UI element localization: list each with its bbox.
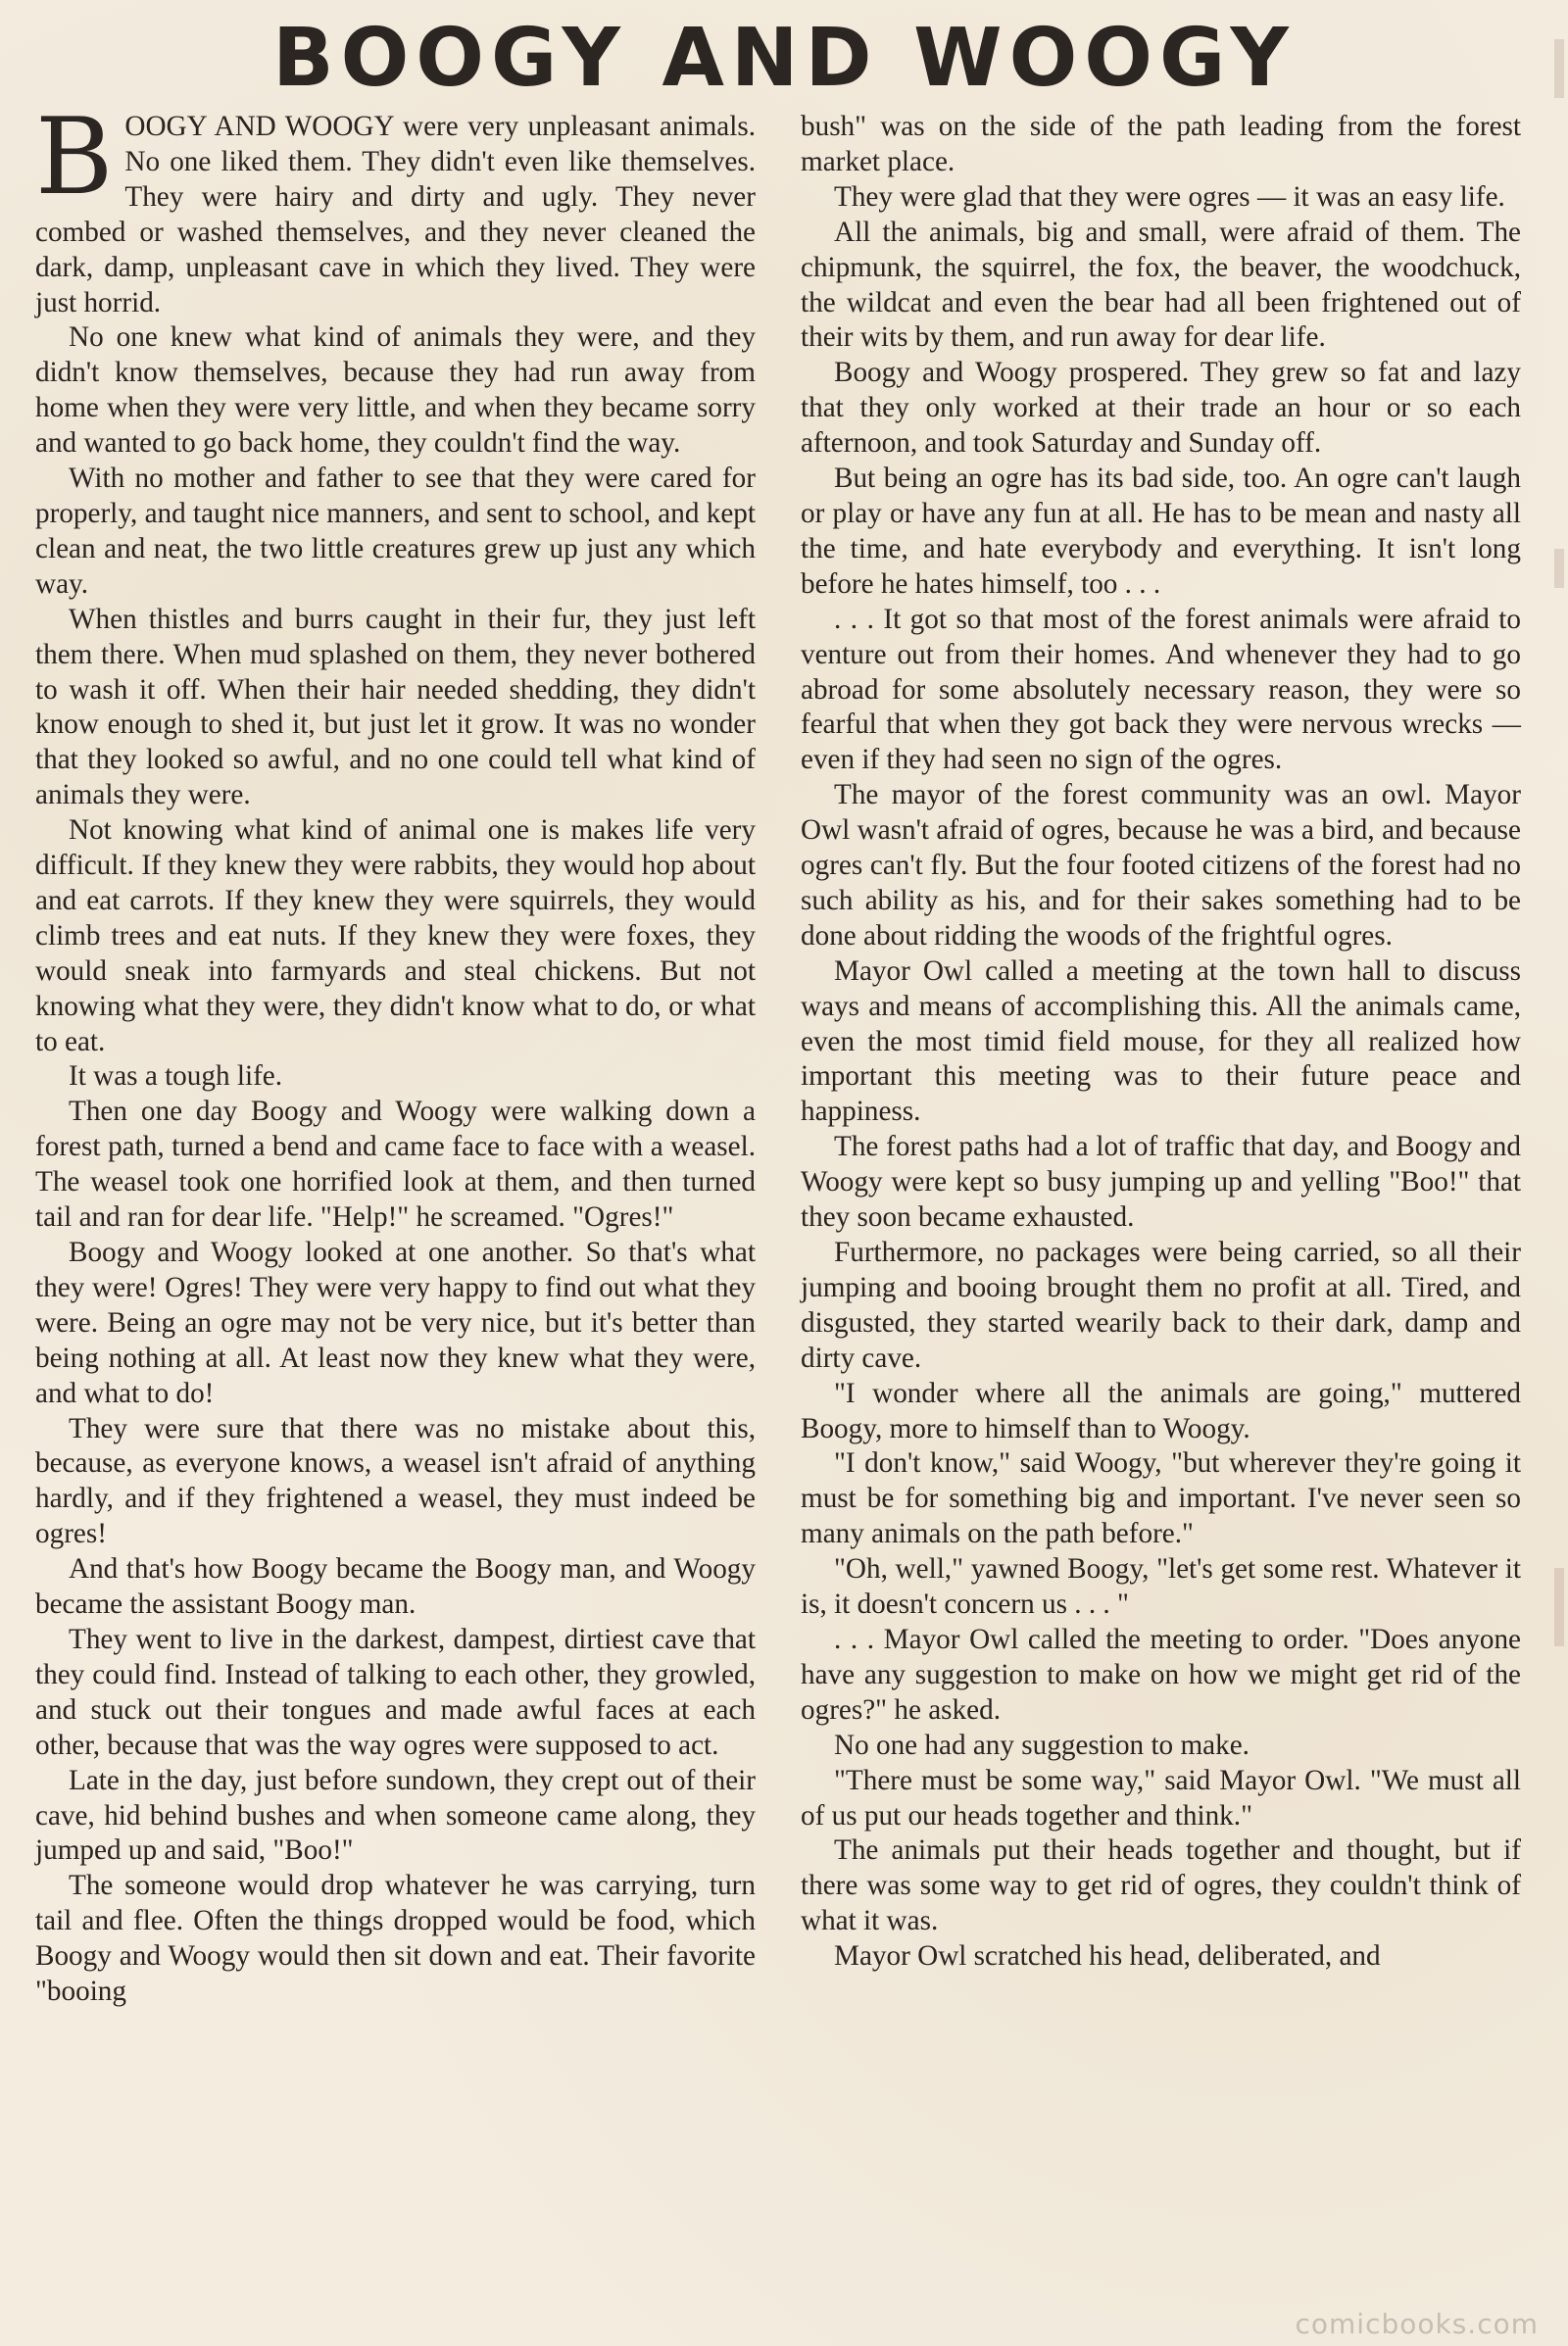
watermark: comicbooks.com — [1295, 2308, 1539, 2340]
story-title: BOOGY AND WOOGY — [272, 12, 1296, 105]
paragraph: The forest paths had a lot of traffic that day, and Boogy and Woogy were kept so busy jumping up and yelling "Boo!" that they soon became exhausted. — [801, 1131, 1521, 1234]
column-gutter — [778, 118, 779, 2313]
paragraph: The mayor of the forest community was an owl. Mayor Owl wasn't afraid of ogres, because he was a bird, and because ogres can't fly. But the four footed citizens of the forest had no such ability as his, and for their sakes something had to be done about ridding the woods of the frightful ogres. — [801, 779, 1521, 952]
paragraph: The animals put their heads together and thought, but if there was some way to get rid of ogres, they couldn't think of what it was. — [801, 1834, 1521, 1937]
paragraph: The someone would drop whatever he was carrying, turn tail and flee. Often the things dropped would be food, which Boogy and Woogy would then sit down and eat. Their favorite "booing — [35, 1870, 756, 2008]
paragraph: Boogy and Woogy looked at one another. So that's what they were! Ogres! They were very happy to find out what they were. Being an ogre may not be very nice, but it's better than being nothing at all. At least now they knew what they were, and what to do! — [35, 1237, 756, 1409]
paragraph: Then one day Boogy and Woogy were walking down a forest path, turned a bend and came face to face with a weasel. The weasel took one horrified look at them, and then turned tail and ran for dear life. "Help!" he screamed. "Ogres!" — [35, 1096, 756, 1234]
page-edge-mark — [1554, 1568, 1564, 1646]
paragraph: "I wonder where all the animals are going," muttered Boogy, more to himself than to Woogy. — [801, 1377, 1521, 1444]
paragraph: When thistles and burrs caught in their fur, they just left them there. When mud splashed on them, they never bothered to wash it off. When their hair needed shedding, they didn't know enough to shed it, but just let it grow. It was no wonder that they looked so awful, and no one could tell what kind of animals they were. — [35, 603, 756, 811]
paragraph: Boogy and Woogy prospered. They grew so fat and lazy that they only worked at their trade an hour or so each afternoon, and took Saturday and Sunday off. — [801, 357, 1521, 460]
paragraph: Not knowing what kind of animal one is makes life very difficult. If they knew they were rabbits, they would hop about and eat carrots. If they knew they were squirrels, they would climb trees and eat nuts. If they knew they were foxes, they would sneak into farmyards and steal chickens. But not knowing what they were, they didn't know what to do, or what to eat. — [35, 814, 756, 1057]
paragraph: They went to live in the darkest, dampest, dirtiest cave that they could find. Instead of talking to each other, they growled, and stuck out their tongues and made awful faces at each other, because that was the way ogres were supposed to act. — [35, 1623, 756, 1761]
paragraph: They were sure that there was no mistake about this, because, as everyone knows, a weasel isn't afraid of anything hardly, and if they frightened a weasel, they must indeed be ogres! — [35, 1412, 756, 1550]
page-edge-mark — [1554, 39, 1564, 98]
left-column — [35, 96, 756, 2010]
paragraph-continued: bush" was on the side of the path leading from the forest market place. — [801, 111, 1521, 177]
paragraph: "There must be some way," said Mayor Owl. "We must all of us put our heads together and think." — [801, 1764, 1521, 1832]
paragraph: Mayor Owl scratched his head, deliberated, and — [834, 1940, 1381, 1973]
right-column — [801, 110, 1521, 1975]
paragraph: But being an ogre has its bad side, too. An ogre can't laugh or play or have any fun at all. He has to be mean and nasty all the time, and hate everybody and everything. It isn't long before he hates himself, too . . . — [801, 463, 1521, 600]
paragraph: Late in the day, just before sundown, they crept out of their cave, hid behind bushes and when someone came along, they jumped up and said, "Boo!" — [35, 1764, 756, 1867]
paragraph: Furthermore, no packages were being carried, so all their jumping and booing brought them no profit at all. Tired, and disgusted, they started wearily back to their dark, damp and dirty cave. — [801, 1237, 1521, 1374]
drop-cap: B — [35, 96, 114, 219]
paragraph: "I don't know," said Woogy, "but wherever they're going it must be for something big and important. I've never seen so many animals on the path before." — [801, 1447, 1521, 1550]
paragraph: All the animals, big and small, were afraid of them. The chipmunk, the squirrel, the fox, the beaver, the woodchuck, the wildcat and even the bear had all been frightened out of their wits by them, and run away for dear life. — [801, 216, 1521, 354]
paragraph: No one had any suggestion to make. — [834, 1729, 1250, 1761]
paragraph: And that's how Boogy became the Boogy man, and Woogy became the assistant Boogy man. — [35, 1553, 756, 1621]
paragraph: No one knew what kind of animals they were, and they didn't know themselves, because they had run away from home when they were very little, and when they became sorry and wanted to go back home, they couldn't find the way. — [35, 321, 756, 460]
paragraph: They were glad that they were ogres — it was an easy life. — [834, 180, 1505, 213]
paragraph: . . . Mayor Owl called the meeting to order. "Does anyone have any suggestion to make on how we might get rid of the ogres?" he asked. — [801, 1623, 1521, 1726]
paragraph: . . . It got so that most of the forest animals were afraid to venture out from their homes. And whenever they had to go abroad for some absolutely necessary reason, they were so fearful that when they got back they were nervous wrecks — even if they had seen no sign of the ogres. — [801, 603, 1521, 776]
paragraph: "Oh, well," yawned Boogy, "let's get some rest. Whatever it is, it doesn't concern us . . . " — [801, 1553, 1521, 1621]
page-edge-mark — [1554, 549, 1564, 588]
paragraph: Mayor Owl called a meeting at the town hall to discuss ways and means of accomplishing this. All the animals came, even the most timid field mouse, for they all realized how important this meeting was to their future peace and happiness. — [801, 954, 1521, 1128]
paragraph-0: BOOGY AND WOOGY were very unpleasant animals. No one liked them. They didn't even like themselves. They were hairy and dirty and ugly. They never combed or washed themselves, and they never cleaned the dark, damp, unpleasant cave in which they lived. They were just horrid. — [35, 96, 756, 318]
paragraph: It was a tough life. — [69, 1060, 283, 1093]
paragraph: With no mother and father to see that they were cared for properly, and taught nice manners, and sent to school, and kept clean and neat, the two little creatures grew up just any which way. — [35, 463, 756, 600]
